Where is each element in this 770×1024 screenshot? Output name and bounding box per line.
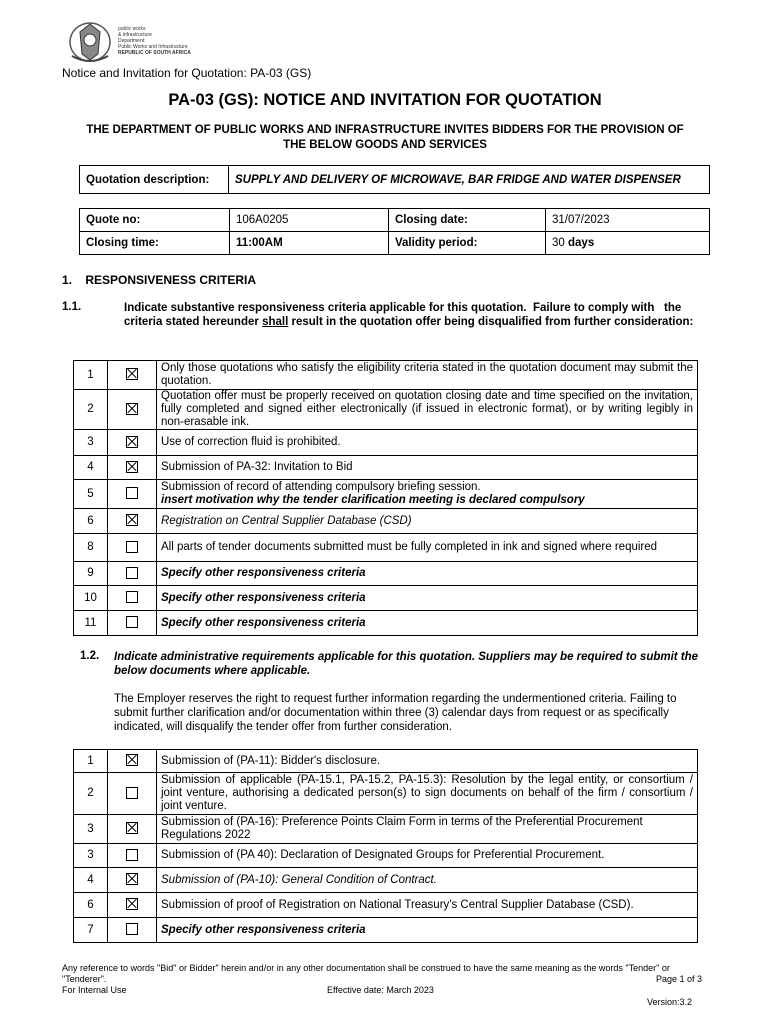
checkbox[interactable] — [126, 898, 138, 910]
checkbox[interactable] — [126, 436, 138, 448]
instruction-text: result in the quotation offer being disqualified from further consideration: — [288, 316, 694, 328]
checkbox-cell — [108, 868, 157, 893]
validity-number: 30 — [552, 237, 565, 249]
criteria-text — [157, 480, 698, 509]
validity-period-label: Validity period: — [389, 232, 546, 255]
criteria-text: Use of correction fluid is prohibited. — [157, 430, 698, 456]
row-number: 1 — [74, 361, 108, 390]
row-number: 11 — [74, 611, 108, 636]
checkbox-cell — [108, 773, 157, 815]
checkbox[interactable] — [126, 822, 138, 834]
checkbox-cell — [108, 815, 157, 844]
checkbox-cell — [108, 893, 157, 918]
row-number: 3 — [74, 844, 108, 868]
row-number: 2 — [74, 773, 108, 815]
logo-line: & infrastructure — [118, 32, 152, 38]
checkbox[interactable] — [126, 461, 138, 473]
closing-time-label: Closing time: — [80, 232, 230, 255]
checkbox[interactable] — [126, 487, 138, 499]
checkbox-cell — [108, 480, 157, 509]
quotation-description-value: SUPPLY AND DELIVERY OF MICROWAVE, BAR FRIDGE AND WATER DISPENSER — [229, 166, 710, 194]
logo-line: public works — [118, 26, 146, 32]
quotation-description-label: Quotation description: — [80, 166, 229, 194]
checkbox-cell — [108, 430, 157, 456]
footer-note: Any reference to words "Bid" or Bidder" herein and/or in any other documentation shall be construed to have the same meaning as the words "Tender" or "Tenderer". — [62, 963, 670, 984]
quotation-description-table — [79, 165, 710, 194]
quote-no-label: Quote no: — [80, 209, 230, 232]
checkbox[interactable] — [126, 403, 138, 415]
section-heading-responsiveness: 1. RESPONSIVENESS CRITERIA — [62, 273, 257, 287]
checkbox-cell — [108, 509, 157, 534]
footer-effective-date: Effective date: March 2023 — [327, 985, 434, 995]
checkbox[interactable] — [126, 616, 138, 628]
row-number: 6 — [74, 509, 108, 534]
section-number: 1.2. — [80, 650, 100, 662]
section-instruction — [124, 301, 710, 329]
footer-version: Version:3.2 — [646, 997, 692, 1007]
row-number: 4 — [74, 868, 108, 893]
closing-date-label: Closing date: — [389, 209, 546, 232]
checkbox-cell — [108, 534, 157, 562]
checkbox-cell — [108, 844, 157, 868]
page-number: Page 1 of 3 — [655, 974, 702, 984]
row-number: 3 — [74, 430, 108, 456]
logo-line: REPUBLIC OF SOUTH AFRICA — [118, 50, 191, 56]
criteria-text: Registration on Central Supplier Database (CSD) — [157, 509, 698, 534]
validity-period-value — [546, 232, 710, 255]
page-title: PA-03 (GS): NOTICE AND INVITATION FOR QUOTATION — [168, 91, 602, 109]
checkbox-cell — [108, 750, 157, 773]
checkbox[interactable] — [126, 567, 138, 579]
employer-note: The Employer reserves the right to request further information regarding the undermentioned criteria. Failing to submit further clarification and/or documentation within three (3) calendar days from request or as specifically indicated, will disqualify the tender offer from further consideration. — [114, 693, 677, 733]
row-number: 6 — [74, 893, 108, 918]
responsiveness-criteria-table — [73, 360, 698, 636]
checkbox-cell — [108, 562, 157, 586]
instruction-text: Indicate substantive responsiveness criteria applicable for this quotation. Failure to comply with the criteria stated hereunder — [124, 302, 685, 328]
row-number: 10 — [74, 586, 108, 611]
criteria-text: Submission of PA-32: Invitation to Bid — [157, 456, 698, 480]
criteria-text: Only those quotations who satisfy the eligibility criteria stated in the quotation document may submit the quotation. — [157, 361, 698, 390]
criteria-text: All parts of tender documents submitted must be fully completed in ink and signed where required — [157, 534, 698, 562]
page-subtitle: THE DEPARTMENT OF PUBLIC WORKS AND INFRASTRUCTURE INVITES BIDDERS FOR THE PROVISION OF THE BELOW GOODS AND SERVICES — [86, 124, 684, 151]
requirement-text: Submission of (PA-16): Preference Points Claim Form in terms of the Preferential Procurement Regulations 2022 — [157, 815, 698, 844]
requirement-text: Submission of applicable (PA-15.1, PA-15.2, PA-15.3): Resolution by the legal entity, or consortium / joint venture, authorising a dedicated person(s) to sign documents on behalf of the firm / consortium / joint venture. — [157, 773, 698, 815]
checkbox[interactable] — [126, 591, 138, 603]
criteria-text[interactable]: Specify other responsiveness criteria — [157, 562, 698, 586]
row-number: 7 — [74, 918, 108, 943]
checkbox-cell — [108, 361, 157, 390]
row-number: 2 — [74, 390, 108, 430]
requirement-text[interactable]: Specify other responsiveness criteria — [157, 918, 698, 943]
administrative-requirements-table — [73, 749, 698, 943]
checkbox-cell — [108, 918, 157, 943]
section-number: 1.1. — [62, 301, 82, 313]
validity-unit: days — [568, 237, 595, 249]
footer-internal-use: For Internal Use — [62, 985, 127, 995]
section-instruction: Indicate administrative requirements applicable for this quotation. Suppliers may be required to submit the below documents where applicable. — [114, 651, 699, 677]
checkbox[interactable] — [126, 541, 138, 553]
row-number: 4 — [74, 456, 108, 480]
instruction-emphasis: shall — [262, 316, 289, 328]
checkbox[interactable] — [126, 849, 138, 861]
checkbox-cell — [108, 390, 157, 430]
row-number: 9 — [74, 562, 108, 586]
criteria-text[interactable]: Specify other responsiveness criteria — [157, 611, 698, 636]
criteria-text: Quotation offer must be properly received on quotation closing date and time specified on the invitation, fully completed and signed either electronically (if issued in electronic format), or by writing legibly in non-erasable ink. — [157, 390, 698, 430]
requirement-text: Submission of (PA-10): General Condition of Contract. — [157, 868, 698, 893]
row-number: 1 — [74, 750, 108, 773]
department-logo — [66, 18, 196, 64]
header-document-name: Notice and Invitation for Quotation: PA-03 (GS) — [62, 66, 312, 80]
logo-text — [118, 26, 198, 56]
row-number: 5 — [74, 480, 108, 509]
closing-date-value: 31/07/2023 — [546, 209, 710, 232]
checkbox[interactable] — [126, 923, 138, 935]
quote-info-table — [79, 208, 710, 255]
logo-line: Public Works and Infrastructure — [118, 44, 188, 50]
quote-no-value: 106A0205 — [230, 209, 389, 232]
criteria-text-line: Submission of record of attending compulsory briefing session. — [161, 481, 481, 493]
requirement-text: Submission of (PA 40): Declaration of Designated Groups for Preferential Procurement. — [157, 844, 698, 868]
criteria-motivation: insert motivation why the tender clarification meeting is declared compulsory — [161, 494, 585, 506]
logo-line: Department: — [118, 38, 146, 44]
checkbox[interactable] — [126, 787, 138, 799]
requirement-text: Submission of (PA-11): Bidder's disclosure. — [157, 750, 698, 773]
criteria-text[interactable]: Specify other responsiveness criteria — [157, 586, 698, 611]
coat-of-arms-icon — [66, 18, 114, 64]
checkbox[interactable] — [126, 368, 138, 380]
row-number: 8 — [74, 534, 108, 562]
requirement-text: Submission of proof of Registration on National Treasury's Central Supplier Database (CSD). — [157, 893, 698, 918]
checkbox-cell — [108, 611, 157, 636]
checkbox-cell — [108, 456, 157, 480]
checkbox[interactable] — [126, 873, 138, 885]
checkbox-cell — [108, 586, 157, 611]
closing-time-value: 11:00AM — [230, 232, 389, 255]
checkbox[interactable] — [126, 754, 138, 766]
row-number: 3 — [74, 815, 108, 844]
checkbox[interactable] — [126, 514, 138, 526]
